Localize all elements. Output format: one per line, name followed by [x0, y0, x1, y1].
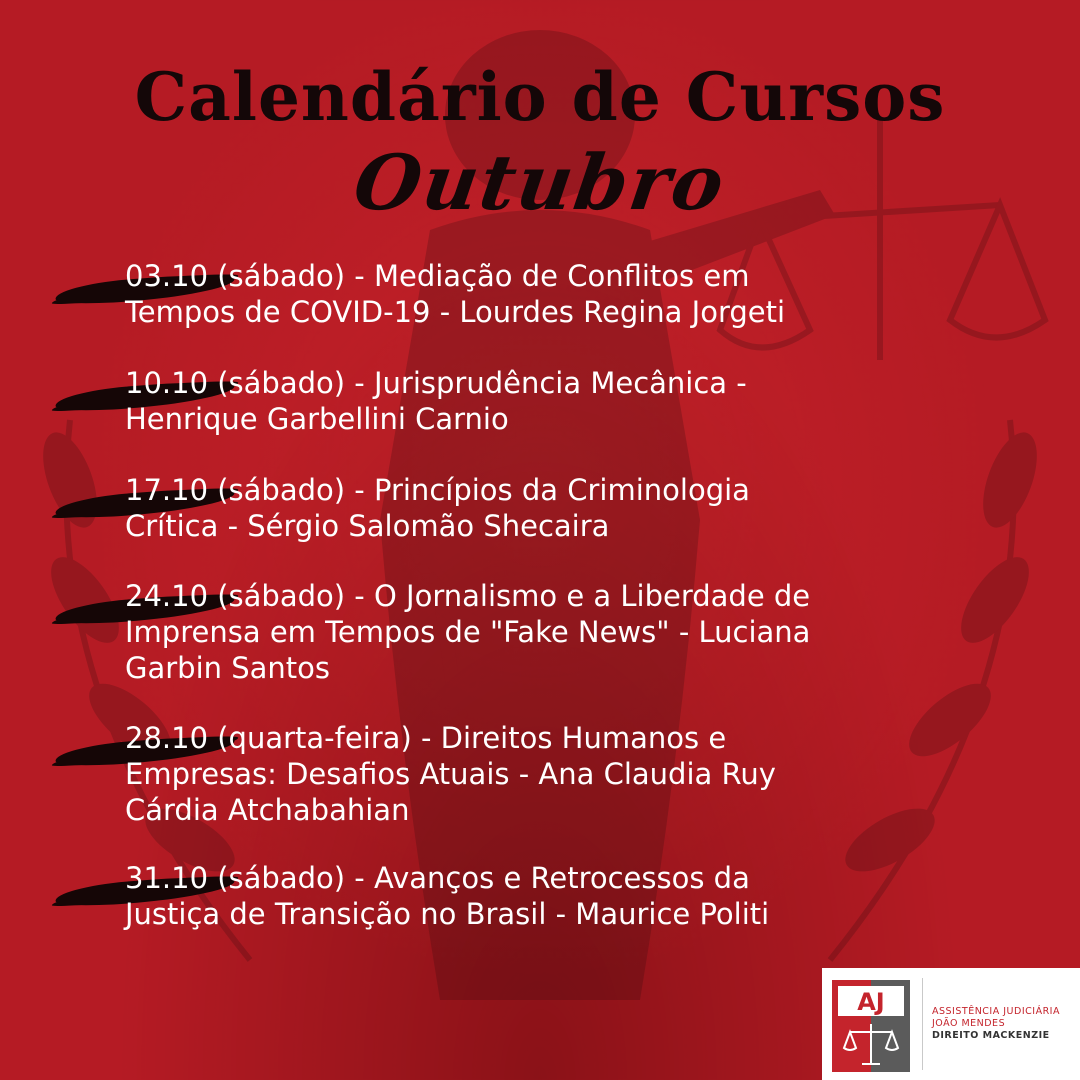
- course-line: Garbin Santos: [125, 651, 331, 685]
- course-item: [125, 472, 1025, 544]
- course-line: Crítica - Sérgio Salomão Shecaira: [125, 509, 610, 543]
- logo-mark-text: AJ: [857, 988, 885, 1016]
- course-item: [125, 258, 1025, 330]
- course-line: 17.10 (sábado) - Princípios da Criminologia: [125, 473, 750, 507]
- course-item: [125, 365, 1025, 437]
- page-title: Calendário de Cursos: [134, 58, 946, 136]
- course-line: 03.10 (sábado) - Mediação de Conflitos em: [125, 259, 750, 293]
- aj-scales-logo-icon: [832, 980, 910, 1072]
- course-line: 31.10 (sábado) - Avanços e Retrocessos da: [125, 861, 750, 895]
- course-line: 28.10 (quarta-feira) - Direitos Humanos e: [125, 721, 727, 755]
- course-item: [125, 860, 1025, 932]
- course-item: [125, 578, 1025, 686]
- logo-line: JOÃO MENDES: [932, 1018, 1006, 1029]
- organization-logo: [822, 968, 1080, 1080]
- logo-line: DIREITO MACKENZIE: [932, 1030, 1050, 1041]
- logo-divider: [922, 978, 923, 1070]
- course-line: Justiça de Transição no Brasil - Maurice Politi: [125, 897, 770, 931]
- course-line: Empresas: Desafios Atuais - Ana Claudia Ruy: [125, 757, 776, 791]
- logo-line: ASSISTÊNCIA JUDICIÁRIA: [932, 1006, 1060, 1017]
- month-subtitle: Outubro: [348, 138, 732, 227]
- course-line: Henrique Garbellini Carnio: [125, 402, 509, 436]
- course-line: Cárdia Atchabahian: [125, 793, 410, 827]
- course-line: Tempos de COVID-19 - Lourdes Regina Jorgeti: [125, 295, 786, 329]
- course-line: 24.10 (sábado) - O Jornalismo e a Liberdade de: [125, 579, 811, 613]
- course-line: 10.10 (sábado) - Jurisprudência Mecânica -: [125, 366, 747, 400]
- logo-text: [932, 1006, 1060, 1042]
- course-item: [125, 720, 1025, 828]
- course-line: Imprensa em Tempos de "Fake News" - Luciana: [125, 615, 811, 649]
